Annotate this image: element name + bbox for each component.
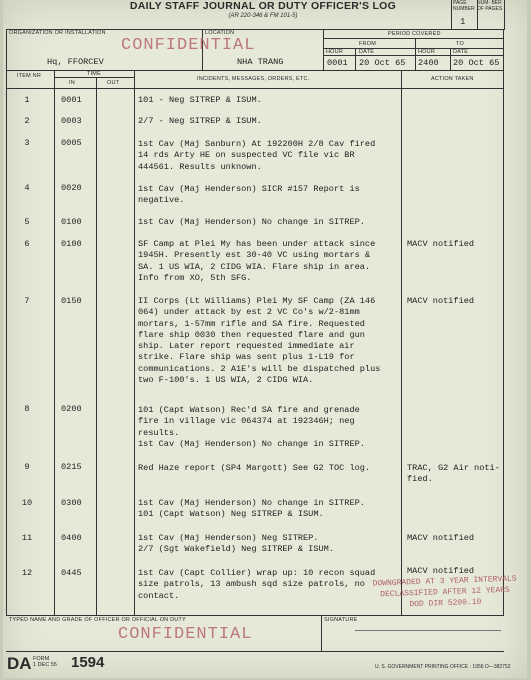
entry-time: 0005 [61,138,82,148]
entry-text: 1st Cav (Maj Henderson) No change in SITREP. [138,217,365,227]
entry-item: 10 [21,498,33,508]
form-label: FORM [33,656,50,662]
form-prefix: DA [7,654,32,673]
entry-text: 1st Cav (Maj Sanburn) At 192200H 2/8 Cav fired 14 rds Arty HE on suspected VC file vic BR 444561. Results unknown. [138,139,376,172]
signature-label: SIGNATURE [324,617,358,623]
to-hour-value: 2400 [418,58,439,68]
time-header: TIME [87,71,101,77]
from-to-rule [323,48,504,49]
entry-item: 7 [24,296,30,306]
to-date-label: DATE [453,49,469,55]
time-col-divider [134,70,135,615]
entry-item: 8 [24,404,30,414]
entry-text: 101 (Capt Watson) Rec'd SA fire and grenade fire in village vic 064374 at 192346H; neg results. 1st Cav (Maj Henderson) No change in SITREP. [138,405,365,449]
entry-time: 0215 [61,462,82,472]
period-covered-label: PERIOD COVERED [388,31,441,37]
entry-text: SF Camp at Plei My has been under attack since 1945H. Presently est 30-40 VC using mortars & SA. 1 US WIA, 2 CIDG WIA. Flare ship in area. Info from XO, 5th SFG. [138,239,376,283]
title-block [113,0,413,19]
in-out-divider [96,77,97,615]
incidents-header: INCIDENTS, MESSAGES, ORDERS, ETC. [197,76,310,82]
entry-item: 2 [24,116,30,126]
item-nr-header: ITEM NR [17,73,42,79]
entry-text: 1st Cav (Maj Henderson) SICR #157 Report is negative. [138,184,360,206]
org-value: Hq, FFORCEV [47,57,104,67]
entry-action: MACV notified [407,533,475,543]
entry-item: 6 [24,239,30,249]
org-label: ORGANIZATION OR INSTALLATION [9,30,106,36]
from-date-label: DATE [359,49,375,55]
hour-date-rule [323,55,504,56]
location-value: NHA TRANG [237,57,284,67]
entry-time: 0001 [61,95,82,105]
entry-action: MACV notified [407,566,475,576]
entry-time: 0300 [61,498,82,508]
action-header: ACTION TAKEN [431,76,474,82]
confidential-stamp-top: CONFIDENTIAL [121,36,256,55]
time-out-header: OUT [107,80,120,86]
to-hour-divider [450,48,451,70]
entry-text: II Corps (Lt Williams) Plei My SF Camp (ZA 146 064) under attack by est 2 VC Co's w/2-81mm mortars, 1-57mm rifle and SA fire. Requested flare ship 0030 then requested flare and gun ship. Later report requested immediate air strike. Flare ship was sent plus 1-L19 for communications. 2 A1E's will be dispatched plus two F-100's. 1 US WIA, 2 CIDG WIA. [138,296,381,386]
form-number: 1594 [71,654,105,671]
from-hour-label: HOUR [326,49,343,55]
entry-time: 0020 [61,183,82,193]
document-title: DAILY STAFF JOURNAL OR DUTY OFFICER'S LOG [129,0,397,12]
entry-time: 0150 [61,296,82,306]
item-col-divider [54,70,55,615]
footer-top-rule [6,615,504,616]
period-label-rule [323,38,504,39]
printer-credit: U. S. GOVERNMENT PRINTING OFFICE : 1956 O—382752 [375,664,511,670]
location-label: LOCATION [205,30,235,36]
entry-time: 0003 [61,116,82,126]
time-subheader-rule [54,77,134,78]
column-header-rule [6,88,504,89]
page-number-label: PAGE NUMBER [453,0,475,12]
confidential-stamp-bottom: CONFIDENTIAL [118,625,253,644]
entry-item: 1 [24,95,30,105]
journal-page [3,0,527,678]
entry-time: 0200 [61,404,82,414]
entry-action: MACV notified [407,239,475,249]
entry-item: 11 [21,533,33,543]
number-of-pages-box [476,0,505,30]
entry-time: 0100 [61,217,82,227]
signature-divider [321,615,322,651]
entry-item: 4 [24,183,30,193]
form-date: 1 DEC 55 [33,662,57,668]
from-hour-value: 0001 [327,58,348,68]
page-number-box [451,0,478,30]
to-date-value: 20 Oct 65 [453,58,500,68]
to-hour-label: HOUR [418,49,435,55]
entry-time: 0100 [61,239,82,249]
entry-text: 1st Cav (Maj Henderson) Neg SITREP. 2/7 (Sgt Wakefield) Neg SITREP & ISUM. [138,533,334,555]
entry-action: TRAC, G2 Air noti- fied. [407,463,500,485]
from-hour-divider [355,48,356,70]
document-subtitle: (AR 220-346 & FM 101-5) [228,13,298,19]
from-label: FROM [359,41,376,47]
time-in-header: IN [69,80,75,86]
entry-text: 1st Cav (Capt Collier) wrap up: 10 recon squad size patrols, 13 ambush sqd size patrols, no contact. [138,568,376,601]
page-number-value: 1 [460,17,466,27]
entry-text: Red Haze report (SP4 Margott) See G2 TOC log. [138,463,371,473]
entry-item: 12 [21,568,33,578]
officer-label: TYPED NAME AND GRADE OF OFFICER OR OFFICIAL ON DUTY [9,617,186,623]
entry-time: 0445 [61,568,82,578]
incident-col-divider [401,70,402,615]
from-to-divider [415,38,416,70]
entry-text: 101 - Neg SITREP & ISUM. [138,95,262,105]
from-date-value: 20 Oct 65 [359,58,406,68]
entry-time: 0400 [61,533,82,543]
entry-text: 2/7 - Neg SITREP & ISUM. [138,116,262,126]
footer-bottom-rule [6,651,504,652]
form-label-block [33,656,57,668]
header-bottom-rule [6,70,504,71]
number-of-pages-label: NUM- BER OF PAGES [477,0,503,12]
entry-item: 5 [24,217,30,227]
to-label: TO [456,41,464,47]
downgrade-stamp: DOWNGRADED AT 3 YEAR INTERVALS DECLASSIFIED AFTER 12 YEARS DOD DIR 5200.10 [372,574,517,610]
entry-item: 3 [24,138,30,148]
entry-action: MACV notified [407,296,475,306]
location-divider [323,29,324,70]
entry-item: 9 [24,462,30,472]
entry-text: 1st Cav (Maj Henderson) No change in SITREP. 101 (Capt Watson) Neg SITREP & ISUM. [138,498,365,520]
signature-line [355,630,501,631]
left-border [6,29,7,615]
right-border [503,29,504,615]
